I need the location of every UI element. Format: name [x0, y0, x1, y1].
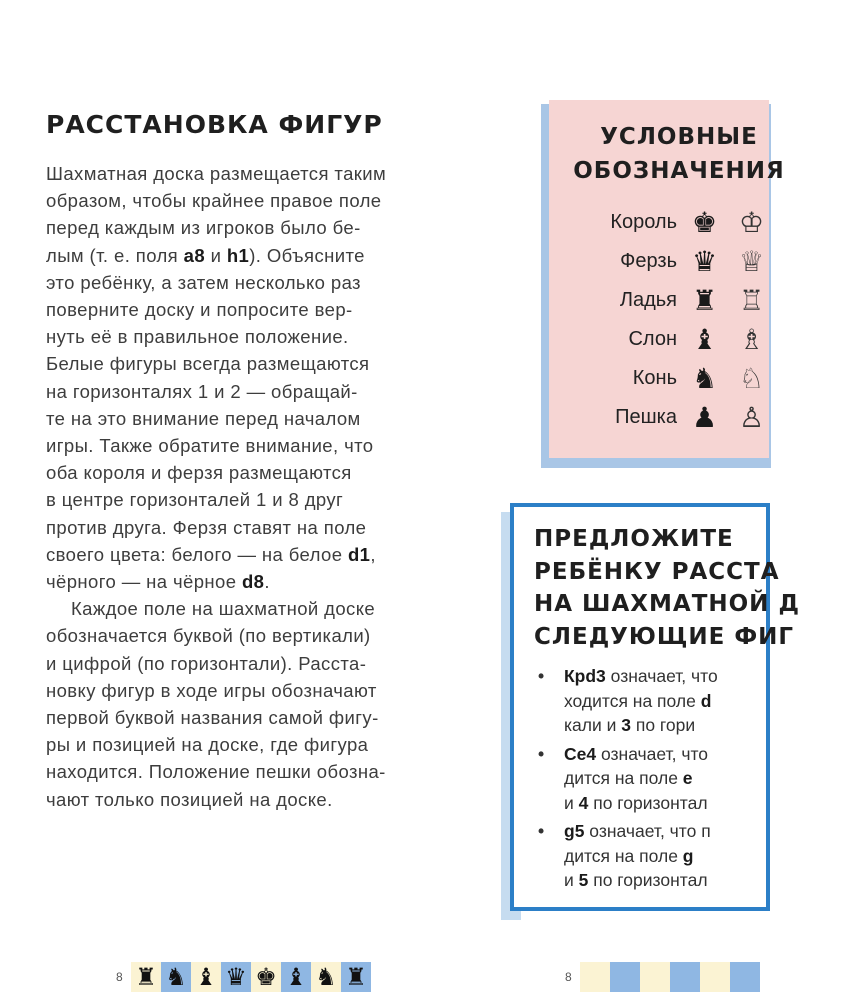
text-line: означает, что	[596, 743, 709, 764]
board-square: ♝	[281, 962, 311, 992]
legend-piece-name: Ладья	[619, 289, 677, 311]
text-line: .	[264, 571, 270, 593]
task-title	[534, 523, 854, 653]
rank-number: 4	[578, 792, 589, 813]
black-pawn-icon: ♟	[692, 401, 718, 434]
legend-title-line: ОБОЗНАЧЕНИЯ	[573, 158, 785, 184]
legend-row-pawn	[549, 401, 769, 437]
task-item	[534, 664, 854, 738]
text-line: означает, что	[605, 666, 718, 686]
board-square	[730, 962, 760, 992]
text-line: Каждое поле на шахматной доске	[71, 598, 376, 620]
square-d8: d8	[241, 571, 265, 593]
text-line: ры и позицией на доске, где фигура	[46, 734, 369, 756]
legend-piece-name: Слон	[628, 328, 677, 350]
text-line: по горизонтал	[588, 792, 708, 813]
paragraph-1	[46, 160, 466, 595]
bullet-icon: •	[538, 743, 545, 764]
text-line: лым (т. е. поля	[46, 244, 184, 266]
text-line: находится. Положение пешки обозна-	[46, 761, 386, 783]
text-line: новку фигур в ходе игры обозначают	[46, 679, 377, 701]
board-square: ♚	[251, 962, 281, 992]
text-line: на горизонталях 1 и 2 — обращай-	[46, 380, 358, 402]
task-item	[534, 742, 854, 816]
board-square: ♜	[341, 962, 371, 992]
square-d1: d1	[347, 543, 371, 565]
black-knight-icon: ♞	[692, 362, 718, 395]
text-line: поверните доску и попросите вер-	[46, 299, 353, 321]
white-pawn-icon: ♙	[739, 401, 765, 434]
board-square: ♞	[311, 962, 341, 992]
paragraph-2	[46, 595, 466, 813]
black-bishop-icon: ♝	[692, 323, 718, 356]
board-right	[580, 962, 760, 992]
bullet-icon: •	[538, 666, 545, 686]
bullet-icon: •	[538, 821, 545, 841]
black-rook-icon: ♜	[692, 284, 718, 317]
task-title-line: НА ШАХМАТНОЙ Д	[534, 591, 800, 617]
board-right-rank-label: 8	[565, 970, 572, 984]
legend-row-queen	[549, 245, 769, 281]
text-line: по гори	[631, 715, 696, 735]
text-line: своего цвета: белого — на белое	[46, 543, 348, 565]
legend-piece-name: Конь	[632, 367, 677, 389]
text-line: обозначается буквой (по вертикали)	[46, 625, 371, 647]
text-line: кали и	[564, 715, 622, 735]
legend-piece-name: Король	[610, 211, 677, 233]
white-queen-icon: ♕	[739, 245, 765, 278]
task-item	[534, 819, 854, 893]
text-line: образом, чтобы крайнее правое поле	[46, 190, 382, 212]
text-line: означает, что п	[584, 821, 711, 841]
square-a8: a8	[183, 244, 206, 266]
text-line: ). Объясните	[249, 244, 365, 266]
text-line: чают только позицией на доске.	[46, 788, 333, 810]
text-line: и	[564, 792, 579, 813]
board-left	[131, 962, 371, 992]
piece-code: g5	[564, 821, 585, 841]
task-box	[510, 503, 800, 911]
legend-title	[549, 120, 809, 188]
text-line: и цифрой (по горизонтали). Расста-	[46, 652, 367, 674]
legend-row-king	[549, 206, 769, 242]
board-square: ♝	[191, 962, 221, 992]
page-heading: РАССТАНОВКА ФИГУР	[46, 110, 383, 139]
task-list	[534, 664, 854, 897]
task-title-line: ПРЕДЛОЖИТЕ	[534, 526, 734, 552]
body-text	[46, 160, 466, 813]
legend-piece-name: Пешка	[615, 406, 677, 428]
task-title-line: СЛЕДУЮЩИЕ ФИГ	[534, 623, 795, 650]
square-h1: h1	[226, 244, 250, 266]
text-line: перед каждым из игроков было бе-	[46, 217, 361, 239]
board-square: ♜	[131, 962, 161, 992]
board-square	[610, 962, 640, 992]
file-letter: g	[682, 845, 694, 866]
text-line: дится на поле	[564, 845, 683, 866]
board-square: ♞	[161, 962, 191, 992]
text-line: ходится на поле	[564, 690, 701, 711]
legend-piece-name: Ферзь	[620, 250, 677, 272]
black-queen-icon: ♛	[692, 245, 718, 278]
file-letter: e	[682, 768, 693, 788]
board-square	[700, 962, 730, 992]
board-square	[580, 962, 610, 992]
legend-row-bishop	[549, 323, 769, 359]
board-left-rank-label: 8	[116, 970, 123, 984]
text-line: Белые фигуры всегда размещаются	[46, 353, 370, 375]
text-line: и	[205, 244, 227, 266]
text-line: чёрного — на чёрное	[46, 571, 242, 593]
black-king-icon: ♚	[692, 206, 718, 239]
piece-code: Се4	[564, 743, 597, 764]
text-line: игры. Также обратите внимание, что	[46, 435, 374, 457]
piece-code: Крd3	[564, 666, 606, 686]
text-line: те на это внимание перед началом	[46, 407, 361, 429]
board-square	[640, 962, 670, 992]
legend-row-rook	[549, 284, 769, 320]
text-line: это ребёнку, а затем несколько раз	[46, 271, 361, 293]
white-rook-icon: ♖	[739, 284, 765, 317]
legend-box	[549, 100, 785, 458]
task-title-line: РЕБЁНКУ РАССТА	[534, 558, 780, 585]
text-line: ,	[370, 543, 376, 565]
rank-number: 5	[578, 870, 589, 890]
text-line: Шахматная доска размещается таким	[46, 163, 387, 184]
text-line: нуть её в правильное положение.	[46, 326, 349, 348]
white-king-icon: ♔	[739, 206, 765, 239]
rank-number: 3	[621, 715, 631, 735]
text-line: дится на поле	[564, 768, 683, 788]
file-letter: d	[700, 690, 712, 711]
white-knight-icon: ♘	[739, 362, 765, 395]
text-line: первой буквой названия самой фигу-	[46, 707, 379, 729]
text-line: в центре горизонталей 1 и 8 друг	[46, 489, 344, 511]
board-square	[670, 962, 700, 992]
text-line: против друга. Ферзя ставят на поле	[46, 516, 367, 538]
legend-row-knight	[549, 362, 769, 398]
legend-title-line: УСЛОВНЫЕ	[600, 124, 758, 150]
white-bishop-icon: ♗	[739, 323, 765, 356]
text-line: оба короля и ферзя размещаются	[46, 462, 352, 484]
text-line: по горизонтал	[588, 870, 708, 890]
board-square: ♛	[221, 962, 251, 992]
text-line: и	[564, 870, 579, 890]
